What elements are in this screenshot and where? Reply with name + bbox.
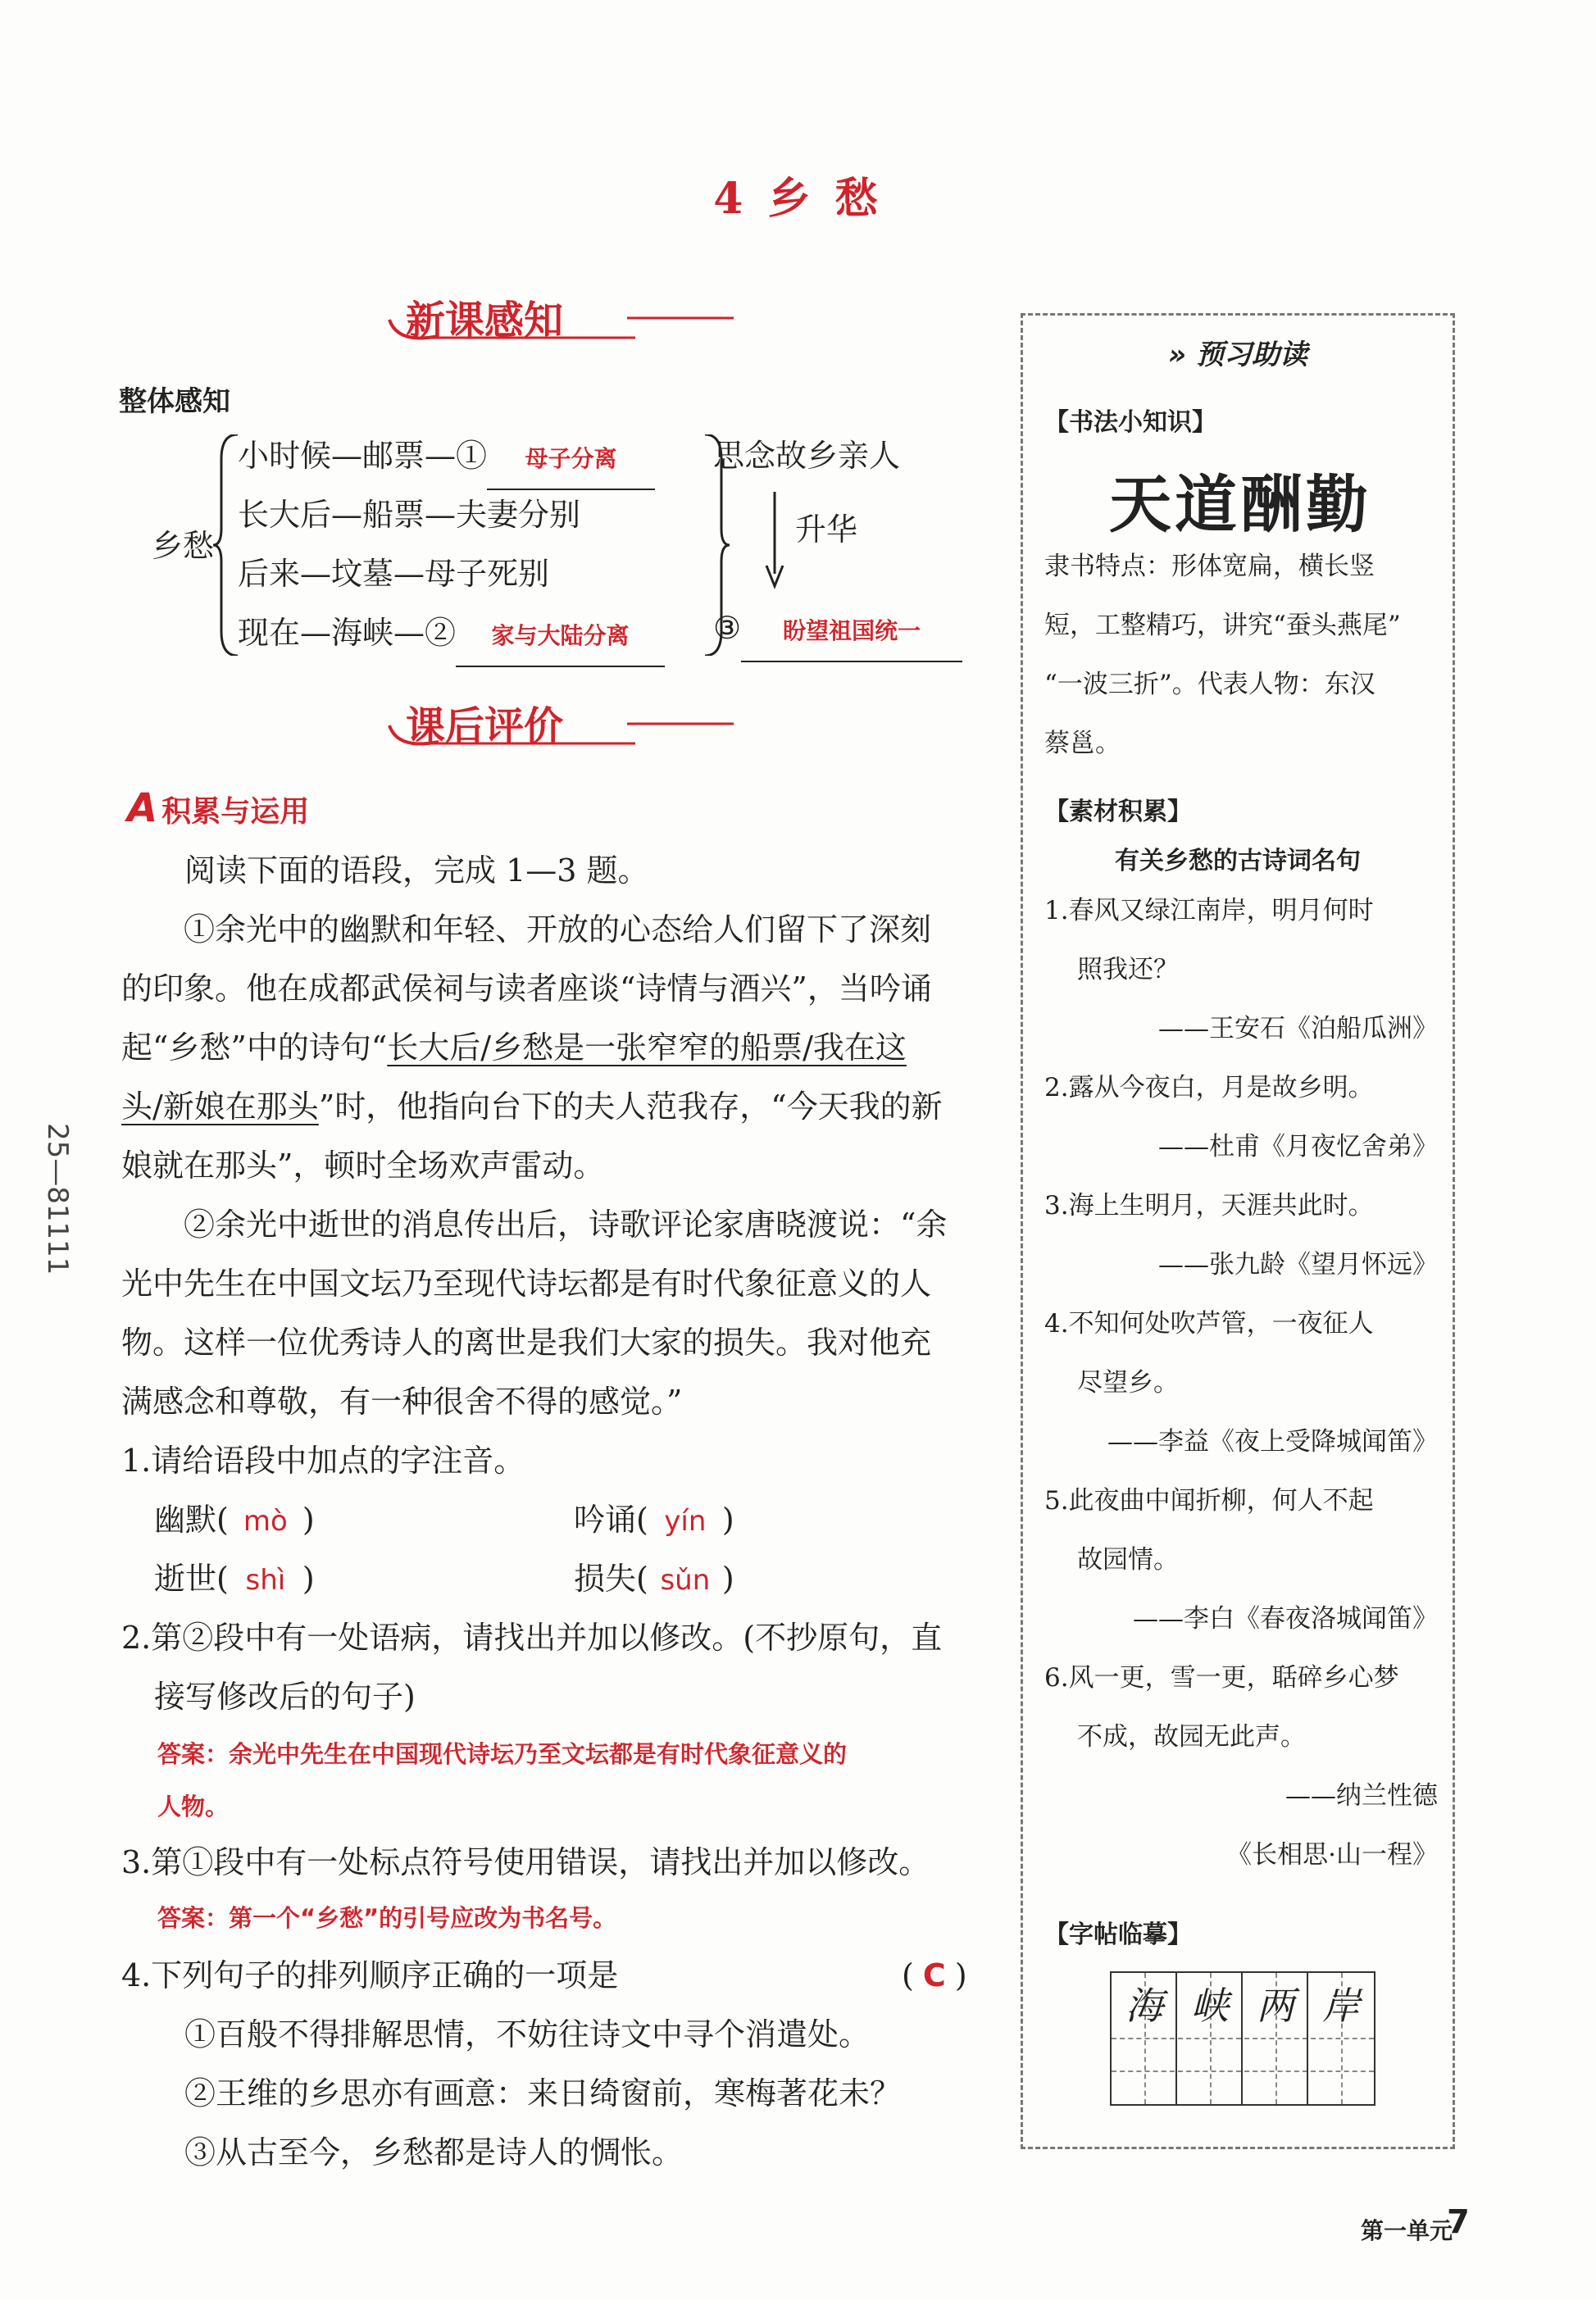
instruction: 阅读下面的语段，完成 1—3 题。 xyxy=(184,852,649,889)
answer-1: 母子分离 xyxy=(487,430,655,490)
poem-source: ——王安石《泊船瓜洲》 xyxy=(1158,1014,1438,1043)
overview-row-1: 小时候—邮票—① 母子分离 xyxy=(238,426,655,490)
question-1-stem: 1.请给语段中加点的字注音。 xyxy=(121,1443,525,1479)
overview-root: 乡愁 xyxy=(152,528,215,564)
calligraphy-tag: 【书法小知识】 xyxy=(1044,408,1216,437)
passage-line: 的印象。他在成都武侯祠与读者座谈“诗情与酒兴”，当吟诵 xyxy=(121,970,932,1007)
pinyin-answer: yín xyxy=(664,1505,707,1538)
passage-line: ②余光中逝世的消息传出后，诗歌评论家唐晓渡说：“余 xyxy=(184,1207,948,1243)
poem-source: ——李白《春夜洛城闻笛》 xyxy=(1133,1604,1438,1634)
overview-row-4: 现在—海峡—② 家与大陆分离 xyxy=(238,603,665,667)
poem-line: 6.风一更，雪一更，聒碎乡心梦 xyxy=(1044,1663,1399,1693)
poem-line: 不成，故园无此声。 xyxy=(1077,1722,1306,1752)
overview-arrow-label: 升华 xyxy=(795,511,858,548)
material-heading: 有关乡愁的古诗词名句 xyxy=(1115,847,1361,875)
overview-right-bottom: ③ 盼望祖国统一 xyxy=(713,598,962,662)
question-2-stem: 2.第②段中有一处语病，请找出并加以修改。(不抄原句，直 xyxy=(121,1620,943,1656)
overview-right-top: 思念故乡亲人 xyxy=(713,438,901,474)
poem-line: 1.春风又绿江南岸，明月何时 xyxy=(1044,896,1374,925)
question-3-stem: 3.第①段中有一处标点符号使用错误，请找出并加以修改。 xyxy=(121,1844,930,1880)
question-2-answer-cont: 人物。 xyxy=(157,1793,230,1820)
part-a-label: 积累与运用 xyxy=(161,795,310,829)
passage-1 xyxy=(121,900,984,1195)
question-4-stem: 4.下列句子的排列顺序正确的一项是 xyxy=(121,1957,619,1993)
poem-line: 尽望乡。 xyxy=(1077,1368,1179,1398)
poem-line: 5.此夜曲中闻折柳，何人不起 xyxy=(1044,1486,1374,1516)
section-banner-preview xyxy=(373,279,742,352)
overview-heading: 整体感知 xyxy=(119,385,230,418)
overview-diagram xyxy=(152,426,988,664)
answer-2: 家与大陆分离 xyxy=(456,607,665,667)
sidebar-heading: » 预习助读 xyxy=(1168,339,1307,371)
q4-option: ②王维的乡思亦有画意：来日绮窗前，寒梅著花未？ xyxy=(184,2075,902,2111)
pinyin-answer: shì xyxy=(245,1564,286,1597)
calligraphy-title: 天道酬勤 xyxy=(1109,468,1371,541)
poem-list xyxy=(1044,881,1438,1884)
passage-line: 头/新娘在那头”时，他指向台下的夫人范我存，“今天我的新 xyxy=(121,1089,943,1125)
passage-line: ①余光中的幽默和年轻、开放的心态给人们留下了深刻 xyxy=(184,911,932,948)
answer-3: 盼望祖国统一 xyxy=(741,602,962,662)
poem-line: 3.海上生明月，天涯共此时。 xyxy=(1044,1191,1374,1220)
section-label: 课后评价 xyxy=(406,703,564,749)
choice-answer: C xyxy=(922,1957,946,1993)
passage-line: 起“乡愁”中的诗句“长大后/乡愁是一张窄窄的船票/我在这 xyxy=(121,1030,907,1066)
poem-source: ——纳兰性德 xyxy=(1285,1781,1438,1811)
q1-item: 逝世( shì ) xyxy=(154,1549,315,1610)
page-number: 7 xyxy=(1447,2203,1470,2241)
copybook-char: 峡 xyxy=(1191,1984,1229,2028)
footer-unit: 第一单元 xyxy=(1361,2217,1453,2244)
poem-source: ——李益《夜上受降城闻笛》 xyxy=(1107,1427,1438,1457)
q1-item: 幽默( mò ) xyxy=(154,1490,315,1551)
lesson-title: 4 乡 愁 xyxy=(713,174,883,224)
q1-item: 损失( sǔn ) xyxy=(574,1549,734,1610)
poem-line: 照我还？ xyxy=(1077,955,1179,984)
overview-row-2: 长大后—船票—夫妻分别 xyxy=(238,497,581,533)
pinyin-answer: sǔn xyxy=(660,1564,711,1597)
question-2-stem-cont: 接写修改后的句子) xyxy=(154,1679,416,1715)
poem-line: 2.露从今夜白，月是故乡明。 xyxy=(1044,1073,1374,1102)
passage-line: 光中先生在中国文坛乃至现代诗坛都是有时代象征意义的人 xyxy=(121,1266,932,1302)
section-label: 新课感知 xyxy=(406,298,564,343)
copybook-grid xyxy=(1110,1971,1375,2106)
passage-line: 满感念和尊敬，有一种很舍不得的感觉。” xyxy=(121,1384,683,1420)
material-tag: 【素材积累】 xyxy=(1044,798,1192,826)
side-code: 25—81111 xyxy=(41,1123,74,1275)
double-chevron-icon: » xyxy=(1168,339,1187,371)
part-a-badge: A xyxy=(127,785,158,831)
arrow-down-icon xyxy=(762,492,787,590)
overview-row-3: 后来—坟墓—母子死别 xyxy=(238,556,550,592)
poem-source: ——张九龄《望月怀远》 xyxy=(1158,1250,1438,1280)
poem-line: 故园情。 xyxy=(1077,1545,1179,1575)
section-banner-review xyxy=(373,684,742,758)
passage-line: 物。这样一位优秀诗人的离世是我们大家的损失。我对他充 xyxy=(121,1325,932,1361)
question-2-answer: 答案：余光中先生在中国现代诗坛乃至文坛都是有时代象征意义的 xyxy=(157,1740,848,1768)
poem-source: ——杜甫《月夜忆舍弟》 xyxy=(1158,1132,1438,1161)
copybook-char: 岸 xyxy=(1322,1984,1360,2028)
poem-source: 《长相思·山一程》 xyxy=(1226,1840,1438,1870)
pinyin-answer: mò xyxy=(243,1505,288,1538)
q4-option: ①百般不得排解思情，不妨往诗文中寻个消遣处。 xyxy=(184,2016,871,2052)
passage-line: 娘就在那头”，顿时全场欢声雷动。 xyxy=(121,1148,605,1184)
passage-2 xyxy=(121,1195,984,1431)
q4-option: ③从古至今，乡愁都是诗人的惆怅。 xyxy=(184,2134,684,2170)
preview-sidebar xyxy=(1021,313,1455,2149)
q1-item: 吟诵( yín ) xyxy=(574,1490,734,1551)
copybook-tag: 【字帖临摹】 xyxy=(1044,1920,1192,1949)
copybook-char: 两 xyxy=(1257,1984,1294,2028)
poem-line: 4.不知何处吹芦管，一夜征人 xyxy=(1044,1309,1374,1339)
copybook-char: 海 xyxy=(1125,1984,1163,2028)
question-3-answer: 答案：第一个“乡愁”的引号应改为书名号。 xyxy=(157,1904,617,1932)
question-4-choice: ( C ) xyxy=(902,1946,967,2005)
calligraphy-text: 隶书特点：形体宽扁，横长竖 短，工整精巧，讲究“蚕头燕尾” “一波三折”。代表人物：东汉 蔡邕。 xyxy=(1044,552,1401,758)
part-a-heading xyxy=(127,785,309,831)
